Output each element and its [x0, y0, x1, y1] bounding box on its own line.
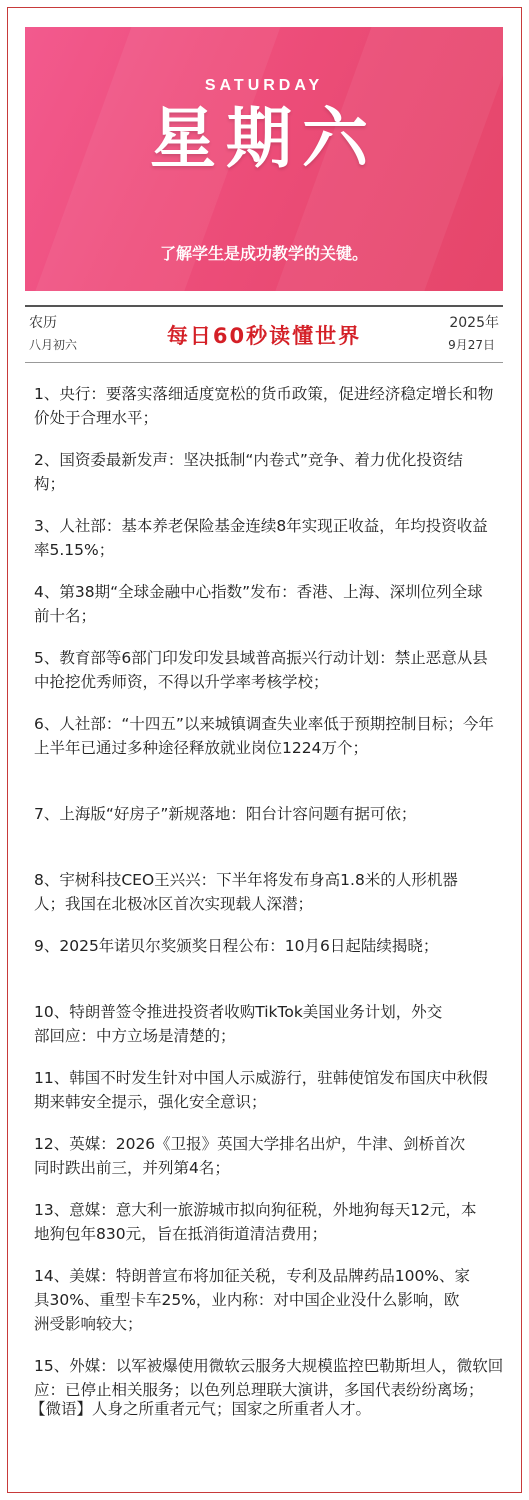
- news-item: 6、人社部：“十四五”以来城镇调查失业率低于预期控制目标；今年上半年已通过多种途径释放就业岗位1224万个；: [34, 715, 494, 757]
- divider-bottom: [25, 362, 503, 363]
- news-item: 13、意媒：意大利一旅游城市拟向狗征税，外地狗每天12元，本地狗包年830元，旨在抵消街道清洁费用；: [34, 1201, 477, 1243]
- news-item: 9、2025年诺贝尔奖颁奖日程公布：10月6日起陆续揭晓；: [34, 937, 439, 955]
- news-item: 11、韩国不时发生针对中国人示威游行，驻韩使馆发布国庆中秋假期来韩安全提示，强化安全意识；: [34, 1069, 488, 1111]
- news-item: 5、教育部等6部门印发印发县域普高振兴行动计划：禁止恶意从县中抢挖优秀师资，不得以升学率考核学校；: [34, 649, 488, 691]
- news-item: 1、央行：要落实落细适度宽松的货币政策，促进经济稳定增长和物价处于合理水平；: [34, 385, 494, 427]
- news-item: 4、第38期“全球金融中心指数”发布：香港、上海、深圳位列全球前十名；: [34, 583, 483, 625]
- lunar-label: 农历: [29, 315, 57, 331]
- news-item: 3、人社部：基本养老保险基金连续8年实现正收益，年均投资收益率5.15%；: [34, 517, 488, 559]
- page-title: 每日60秒读懂世界: [166, 324, 362, 348]
- weekday-chinese: 星期六: [150, 99, 378, 177]
- news-item: 12、英媒：2026《卫报》英国大学排名出炉，牛津、剑桥首次同时跌出前三，并列第4名；: [34, 1135, 466, 1177]
- news-item: 15、外媒：以军被爆使用微软云服务大规模监控巴勒斯坦人，微软回应：已停止相关服务；以色列总理联大演讲，多国代表纷纷离场；: [34, 1357, 504, 1399]
- news-item: 14、美媒：特朗普宣布将加征关税，专利及品牌药品100%、家具30%、重型卡车25%，业内称：对中国企业没什么影响，欧洲受影响较大；: [34, 1267, 471, 1333]
- news-item: 2、国资委最新发声：坚决抵制“内卷式”竞争、着力优化投资结构；: [34, 451, 463, 493]
- footer-quote: 【微语】人身之所重者元气；国家之所重者人才。: [30, 1400, 372, 1418]
- divider-top: [25, 305, 503, 307]
- news-item: 8、宇树科技CEO王兴兴：下半年将发布身高1.8米的人形机器人；我国在北极冰区首次实现载人深潜；: [34, 871, 458, 913]
- year: 2025年: [449, 315, 499, 331]
- lunar-date: 八月初六: [29, 338, 78, 352]
- weekday-banner: [25, 27, 503, 291]
- news-list: [34, 382, 516, 1426]
- news-item: 7、上海版“好房子”新规落地：阳台计容问题有据可依；: [34, 805, 417, 823]
- weekday-english: SATURDAY: [204, 77, 324, 94]
- month-day: 9月27日: [448, 338, 495, 352]
- news-item: 10、特朗普签令推进投资者收购TikTok美国业务计划，外交部回应：中方立场是清楚的；: [34, 1003, 443, 1045]
- dateline: [25, 308, 503, 362]
- banner-quote: 了解学生是成功教学的关键。: [159, 244, 368, 263]
